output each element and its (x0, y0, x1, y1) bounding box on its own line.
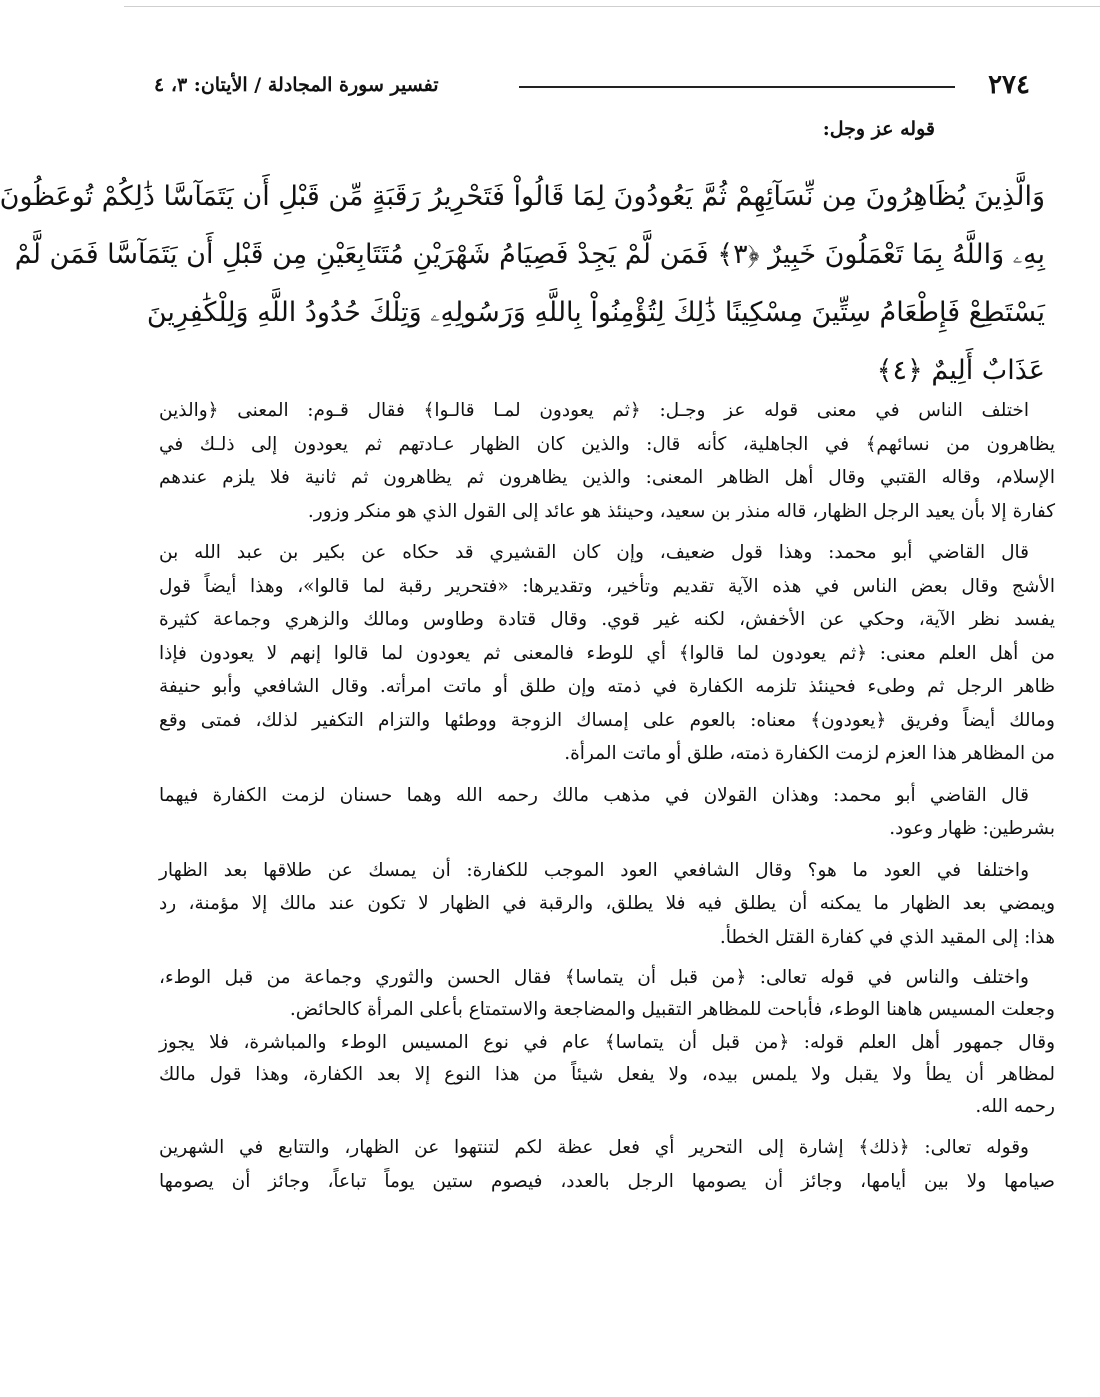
quran-verse-block (0, 168, 1045, 400)
verse-line: بِهِۦ وَاللَّهُ بِمَا تَعْمَلُونَ خَبِيرٌ ﴿٣﴾ فَمَن لَّمْ يَجِدْ فَصِيَامُ شَهْرَيْنِ مُتَتَابِعَيْنِ مِن قَبْلِ أَن يَتَمَآسَّا فَمَن لَّمْ (14, 239, 1045, 270)
text-line: هذا: إلى المقيد الذي في كفارة القتل الخطأ. (719, 926, 1055, 948)
page-number: ٢٧٤ (988, 70, 1030, 100)
verse-line: يَسْتَطِعْ فَإِطْعَامُ سِتِّينَ مِسْكِينًا ذَٰلِكَ لِتُؤْمِنُواْ بِاللَّهِ وَرَسُولِهِۦ وَتِلْكَ حُدُودُ اللَّهِ وَلِلْكَٰفِرِينَ (146, 297, 1045, 328)
paragraph-3 (159, 779, 1055, 846)
header-rule (519, 86, 955, 88)
text-line: لمظاهر أن يطأ ولا يقبل ولا يلمس بيده، ولا يفعل شيئاً من هذا النوع إلا بعد الكفارة، وهذا قول مالك (159, 1063, 1055, 1085)
text-line: صيامها ولا بين أيامها، وجائز أن يصومها الرجل بالعدد، فيصوم ستين يوماً تباعاً، وجائز أن يصومها (159, 1170, 1055, 1192)
text-line: ظاهر الرجل ثم وطىء فحينئذ تلزمه الكفارة في ذمته وإن طلق أو ماتت امرأته. وقال الشافعي وأبو حنيفة (159, 676, 1055, 697)
verse-intro: قوله عز وجل: (822, 118, 935, 140)
paragraph-6 (159, 1131, 1055, 1198)
text-line: الإسلام، وقاله القتبي وقال أهل الظاهر المعنى: والذين يظاهرون ثم يظاهرون ثم ثانية فلا يلزم عندهم (159, 467, 1055, 488)
paragraph-1 (159, 394, 1055, 528)
text-line: قال القاضي أبو محمد: وهذان القولان في مذهب مالك رحمه الله وهما حسنان لزمت الكفارة فيهما (159, 784, 1029, 806)
running-header (154, 70, 1030, 106)
text-line: وقوله تعالى: ﴿ذلك﴾ إشارة إلى التحرير أي فعل عظة لكم لتنتهوا عن الظهار، والتتابع في الشهرين (159, 1137, 1029, 1159)
header-title: تفسير سورة المجادلة / الأيتان: ٣، ٤ (154, 74, 439, 96)
commentary-body (159, 394, 1055, 1206)
text-line: ومالك أيضاً وفريق ﴿يعودون﴾ معناه: بالعوم على إمساك الزوجة ووطئها والتزام التكفير لذلك، فمتى وقع (159, 709, 1055, 731)
text-line: وجعلت المسيس هاهنا الوطء، فأباحت للمظاهر التقبيل والمضاجعة والاستمتاع بأعلى المرأة كالحائض. (289, 999, 1055, 1021)
verse-line: وَالَّذِينَ يُظَاهِرُونَ مِن نِّسَآئِهِمْ ثُمَّ يَعُودُونَ لِمَا قَالُواْ فَتَحْرِيرُ رَقَبَةٍ مِّن قَبْلِ أَن يَتَمَآسَّا ذَٰلِكُمْ تُوعَظُونَ (0, 181, 1045, 212)
text-line: ويمضي بعد الظهار ما يمكنه أن يطلق فيه فلا يطلق، والرقبة في الظهار لا تكون عند مالك إلا مؤمنة، رد (159, 893, 1055, 914)
verse-line: عَذَابٌ أَلِيمٌ ﴿٤﴾ (876, 355, 1045, 386)
text-line: من المظاهر هذا العزم لزمت الكفارة ذمته، طلق أو ماتت المرأة. (564, 743, 1055, 764)
paragraph-4 (159, 854, 1055, 955)
text-line: وقال جمهور أهل العلم قوله: ﴿من قبل أن يتماسا﴾ عام في نوع المسيس الوطء والمباشرة، فلا يجوز (159, 1031, 1055, 1053)
text-line: واختلفا في العود ما هو؟ وقال الشافعي العود الموجب للكفارة: أن يمسك عن طلاقها بعد الظهار (159, 859, 1029, 881)
text-line: اختلف الناس في معنى قوله عز وجـل: ﴿ثم يعودون لمـا قالـوا﴾ فقال قـوم: المعنى ﴿والذين (159, 400, 1029, 421)
paragraph-2 (159, 536, 1055, 771)
text-line: بشرطين: ظهار وعود. (889, 818, 1055, 839)
text-line: رحمه الله. (975, 1096, 1055, 1118)
paragraph-5 (159, 962, 1055, 1123)
text-line: الأشج وقال بعض الناس في هذه الآية تقديم وتأخير، وتقديرها: «فتحرير رقبة لما قالوا»، وهذا أيضاً قول (159, 575, 1055, 597)
text-line: يفسد نظر الآية، وحكي عن الأخفش، لكنه غير قوي. وقال قتادة وطاوس ومالك والزهري وجماعة كثيرة (159, 609, 1055, 630)
text-line: واختلف والناس في قوله تعالى: ﴿من قبل أن يتماسا﴾ فقال الحسن والثوري وجماعة من قبل الوطء، (159, 967, 1029, 988)
text-line: من أهل العلم معنى: ﴿ثم يعودون لما قالوا﴾ أي للوطء فالمعنى ثم يعودون لما قالوا إنهم لا يعودون فإذا (159, 642, 1055, 664)
text-line: قال القاضي أبو محمد: وهذا قول ضعيف، وإن كان القشيري قد حكاه عن بكير بن عبد الله بن (159, 542, 1029, 563)
text-line: كفارة إلا بأن يعيد الرجل الظهار، قاله منذر بن سعيد، وحينئذ هو عائد إلى القول الذي هو منكر وزور. (307, 500, 1055, 522)
text-line: يظاهرون من نسائهم﴾ في الجاهلية، كأنه قال: والذين كان الظهار عـادتهم ثم يعودون إلى ذلـك في (159, 433, 1055, 455)
scan-edge-rule (124, 6, 1100, 7)
